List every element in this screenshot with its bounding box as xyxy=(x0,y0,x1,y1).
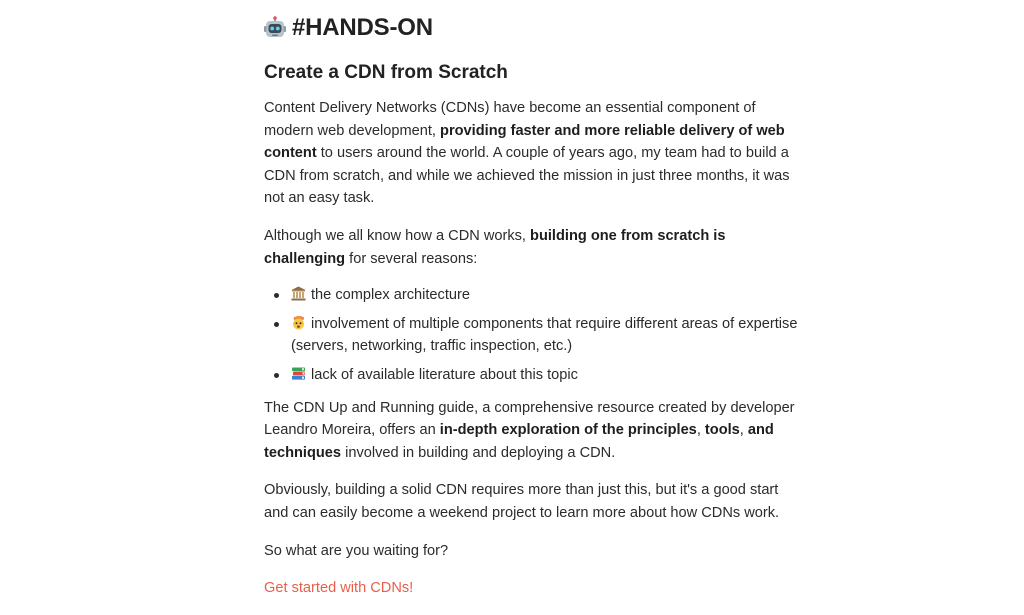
list-item xyxy=(274,284,804,307)
cta-paragraph xyxy=(264,577,804,600)
bullet xyxy=(274,373,279,378)
get-started-link[interactable]: Get started with CDNs! xyxy=(264,580,414,597)
books-icon xyxy=(291,366,306,381)
paragraph-text: , xyxy=(739,422,748,439)
paragraph-question: So what are you waiting for? xyxy=(264,542,449,559)
paragraph-intro xyxy=(264,97,804,210)
list-item xyxy=(274,364,804,387)
paragraph-text: Content Delivery Networks (CDNs) have become an essential component of modern web development, xyxy=(264,100,756,139)
paragraph-text: involved in building and deploying a CDN. xyxy=(341,444,616,461)
article xyxy=(264,0,804,600)
bullet xyxy=(274,293,279,298)
classical-building-icon xyxy=(291,286,306,301)
paragraph-text: The CDN Up and Running guide, a comprehensive resource created by developer Leandro Moreira, offers an xyxy=(264,399,795,439)
paragraph-obviously: Obviously, building a solid CDN requires more than just this, but it's a good start and can easily become a weekend project to learn more about how CDNs work. xyxy=(264,482,780,521)
list-item-text: involvement of multiple components that require different areas of expertise (servers, networking, traffic inspection, etc.) xyxy=(291,315,798,355)
paragraph-text: , xyxy=(696,422,705,439)
paragraph-bold: building one from scratch is challenging xyxy=(264,227,726,267)
list-item xyxy=(274,313,804,358)
paragraph-challenge xyxy=(264,225,804,270)
reasons-list xyxy=(264,284,804,386)
bullet xyxy=(274,322,279,327)
paragraph-bold: providing faster and more reliable delivery of web content xyxy=(264,122,785,162)
paragraph-text: to users around the world. A couple of years ago, my team had to build a CDN from scratch, and while we achieved the mission in just three months, it was not an easy task. xyxy=(264,145,790,207)
paragraph-bold: tools xyxy=(704,422,740,439)
article-title: Create a CDN from Scratch xyxy=(264,62,508,83)
list-item-text: the complex architecture xyxy=(311,287,470,304)
paragraph-guide xyxy=(264,397,804,465)
list-item-text: lack of available literature about this topic xyxy=(311,366,578,383)
robot-icon xyxy=(264,16,286,40)
paragraph-bold: in-depth exploration of the principles xyxy=(439,422,697,439)
section-heading-text: #HANDS-ON xyxy=(292,13,433,41)
section-heading xyxy=(264,0,804,42)
paragraph-bold: and techniques xyxy=(264,422,774,461)
paragraph-text: Although we all know how a CDN works, xyxy=(264,227,531,244)
paragraph-text: for several reasons: xyxy=(345,250,478,267)
exploding-head-icon xyxy=(291,315,306,330)
